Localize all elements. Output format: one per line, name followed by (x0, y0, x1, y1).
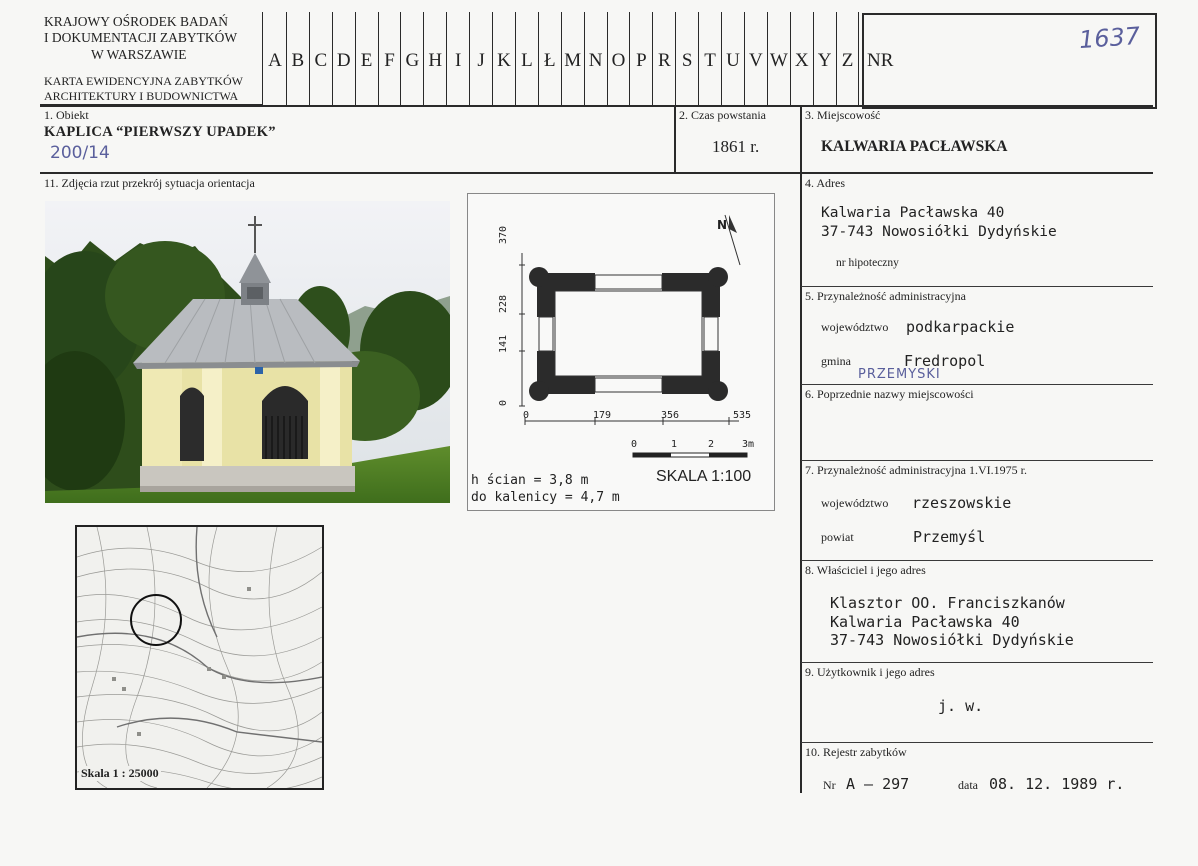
dim-x-0: 0 (523, 410, 530, 421)
nr-handwritten: 1637 (1078, 21, 1141, 55)
letter-index-h: H (428, 50, 443, 71)
divider (858, 12, 859, 106)
divider (801, 286, 1153, 287)
dim-y-228: 228 (498, 294, 509, 313)
nr-label: NR (867, 50, 894, 71)
date-value: 1861 r. (712, 137, 760, 156)
divider (40, 172, 1153, 174)
card-type-line-2: ARCHITEKTURY I BUDOWNICTWA (44, 89, 239, 103)
owner-line-1: Klasztor OO. Franciszkanów (830, 594, 1065, 612)
object-handwritten: 200/14 (50, 143, 110, 163)
admin1975-label: 7. Przynależność administracyjna 1.VI.1975 r. (805, 463, 1027, 477)
object-label: 1. Obiekt (44, 108, 89, 122)
map-scale: Skala 1 : 25000 (81, 766, 159, 780)
letter-index-r: R (657, 50, 671, 71)
letter-index-v: V (749, 50, 763, 71)
registry-label: 10. Rejestr zabytków (805, 745, 907, 759)
dim-x-356: 356 (661, 410, 680, 421)
letter-index-i: I (455, 50, 462, 71)
letter-index-o: O (611, 50, 626, 71)
dim-x-535: 535 (733, 410, 752, 421)
letter-index-j: J (477, 50, 485, 71)
dim-y-370: 370 (498, 225, 509, 244)
address-line-1: Kalwaria Pacławska 40 (821, 205, 1005, 221)
owner-line-2: Kalwaria Pacławska 40 (830, 613, 1020, 631)
letter-index-d: D (336, 50, 351, 71)
voivodeship-value: podkarpackie (906, 318, 1015, 336)
letter-index-k: K (497, 50, 511, 71)
letter-index-f: F (384, 50, 395, 71)
letter-index-y: Y (817, 50, 832, 71)
divider (801, 742, 1153, 743)
voivodeship1975-value: rzeszowskie (912, 494, 1012, 512)
letter-index-w: W (769, 50, 788, 71)
registry-nr-value: A – 297 (846, 775, 910, 793)
scale-tick-2: 2 (708, 439, 715, 450)
dim-y-141: 141 (498, 334, 509, 353)
registry-date-label: data (958, 778, 978, 792)
admin-label: 5. Przynależność administracyjna (805, 289, 966, 303)
voivodeship1975-label: województwo (821, 496, 889, 510)
district-value: Przemyśl (913, 528, 986, 546)
locality-value: KALWARIA PACŁAWSKA (821, 138, 1008, 155)
letter-index-g: G (405, 50, 420, 71)
institution-line-2: I DOKUMENTACJI ZABYTKÓW (44, 30, 238, 45)
letter-index-t: T (704, 50, 716, 71)
ridge-height: do kalenicy = 4,7 m (471, 490, 620, 505)
letter-index-b: B (291, 50, 305, 71)
photos-label: 11. Zdjęcia rzut przekrój sytuacja orientacja (44, 176, 255, 190)
scale-tick-0: 0 (631, 439, 638, 450)
user-label: 9. Użytkownik i jego adres (805, 665, 935, 679)
divider (801, 460, 1153, 461)
institution-line-1: KRAJOWY OŚRODEK BADAŃ (44, 14, 229, 29)
dim-x-179: 179 (593, 410, 612, 421)
mortgage-label: nr hipoteczny (836, 257, 899, 269)
owner-label: 8. Właściciel i jego adres (805, 563, 926, 577)
registry-nr-label: Nr (823, 778, 836, 792)
letter-index-x: X (794, 50, 809, 71)
divider (801, 662, 1153, 663)
divider (801, 384, 1153, 385)
institution-line-3: W WARSZAWIE (91, 47, 187, 62)
letter-index-m: M (564, 50, 582, 71)
dim-y-0: 0 (498, 399, 509, 406)
owner-line-3: 37-743 Nowosiółki Dydyńskie (830, 631, 1074, 649)
letter-index-n: N (588, 50, 603, 71)
object-value: KAPLICA “PIERWSZY UPADEK” (44, 124, 276, 140)
registry-date-value: 08. 12. 1989 r. (989, 775, 1125, 793)
north-label: N (717, 218, 728, 232)
user-value: j. w. (938, 697, 984, 715)
letter-index-u: U (726, 50, 740, 71)
address-line-2: 37-743 Nowosiółki Dydyńskie (821, 224, 1057, 240)
date-label: 2. Czas powstania (679, 108, 766, 122)
scale-label: SKALA 1:100 (656, 468, 752, 485)
wall-height: h ścian = 3,8 m (471, 473, 589, 488)
letter-index-p: P (636, 50, 647, 71)
floor-plan-drawing (467, 193, 773, 509)
locality-label: 3. Miejscowość (805, 108, 881, 122)
scale-tick-3m: 3m (742, 439, 755, 450)
scale-tick-1: 1 (671, 439, 678, 450)
card-type-line-1: KARTA EWIDENCYJNA ZABYTKÓW (44, 74, 243, 88)
address-label: 4. Adres (805, 176, 845, 190)
divider (801, 560, 1153, 561)
divider (262, 12, 263, 106)
commune-value: Fredropol (904, 352, 986, 370)
letter-index-z: Z (841, 50, 854, 71)
location-map (75, 525, 324, 790)
letter-index-c: C (314, 50, 328, 71)
district-label: powiat (821, 530, 854, 544)
letter-index-s: S (681, 50, 693, 71)
admin-handwritten: PRZEMYSKI (858, 367, 941, 382)
chapel-photo (45, 201, 450, 503)
letter-index-ł: Ł (543, 50, 556, 71)
letter-index-e: E (360, 50, 373, 71)
letter-index-a: A (268, 50, 282, 71)
voivodeship-label: województwo (821, 320, 889, 334)
former-names-label: 6. Poprzednie nazwy miejscowości (805, 387, 974, 401)
commune-label: gmina (821, 354, 851, 368)
letter-index-l: L (521, 50, 533, 71)
divider (800, 105, 802, 793)
divider (40, 105, 1153, 107)
divider (674, 105, 676, 173)
